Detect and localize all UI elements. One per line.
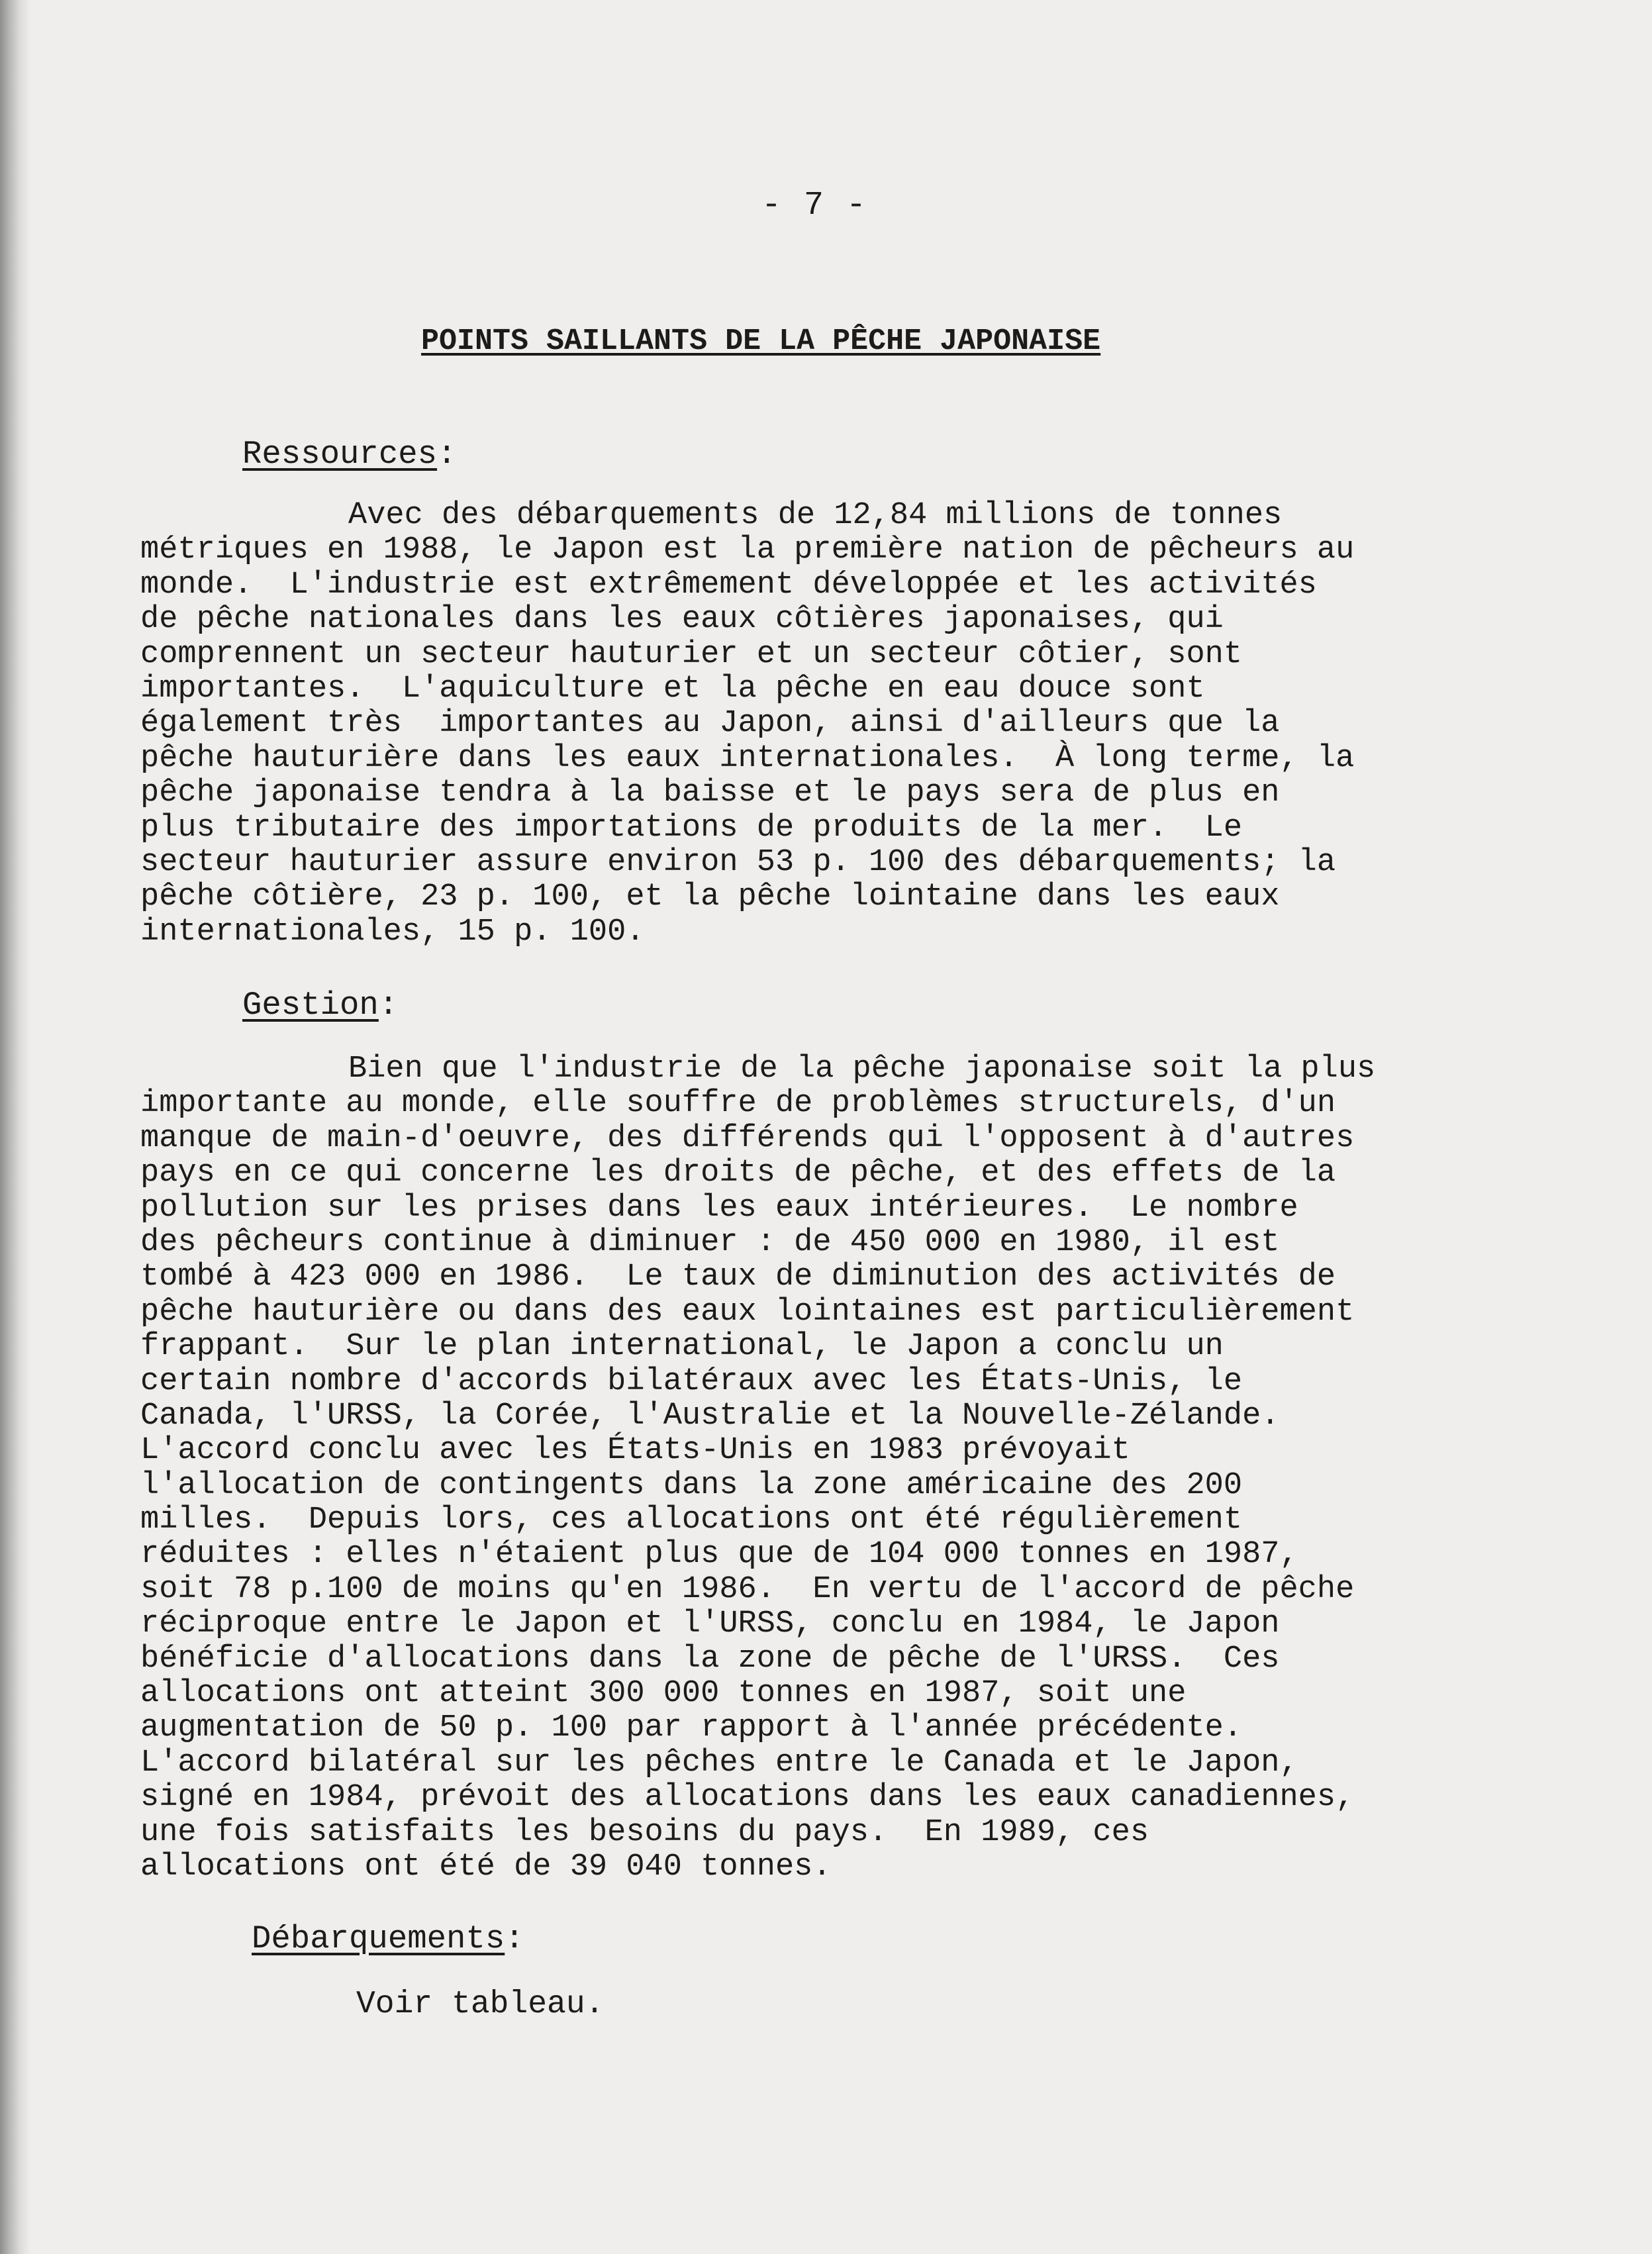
text-line: secteur hauturier assure environ 53 p. 100 des débarquements; la	[140, 844, 1336, 880]
text-line: allocations ont été de 39 040 tonnes.	[140, 1849, 832, 1885]
section-heading-label: Ressources	[242, 436, 438, 473]
section-heading-debarquements	[252, 1920, 524, 1957]
text-line: Bien que l'industrie de la pêche japonaise soit la plus	[348, 1052, 1376, 1087]
section-heading-ressources	[242, 436, 456, 473]
text-line: l'allocation de contingents dans la zone américaine des 200	[140, 1467, 1243, 1503]
section-heading-label: Débarquements	[252, 1920, 505, 1957]
text-line: L'accord bilatéral sur les pêches entre le Canada et le Japon,	[140, 1745, 1298, 1781]
text-line: réciproque entre le Japon et l'URSS, conclu en 1984, le Japon	[140, 1606, 1280, 1642]
text-line: comprennent un secteur hauturier et un secteur côtier, sont	[140, 636, 1243, 672]
closing-note: Voir tableau.	[356, 1986, 605, 2022]
heading-colon: :	[378, 987, 399, 1024]
paragraph-gestion	[140, 1052, 1518, 1885]
text-line: L'accord conclu avec les États-Unis en 1983 prévoyait	[140, 1433, 1130, 1469]
text-line: importantes. L'aquiculture et la pêche en eau douce sont	[140, 671, 1205, 707]
text-line: pêche japonaise tendra à la baisse et le pays sera de plus en	[140, 775, 1280, 811]
text-line: pays en ce qui concerne les droits de pêche, et des effets de la	[140, 1155, 1336, 1191]
text-line: manque de main-d'oeuvre, des différends qui l'opposent à d'autres	[140, 1120, 1355, 1156]
text-line: certain nombre d'accords bilatéraux avec les États-Unis, le	[140, 1363, 1243, 1399]
text-line: métriques en 1988, le Japon est la première nation de pêcheurs au	[140, 532, 1355, 568]
text-line: pollution sur les prises dans les eaux intérieures. Le nombre	[140, 1190, 1298, 1226]
text-line: Avec des débarquements de 12,84 millions de tonnes	[348, 498, 1283, 533]
text-line: plus tributaire des importations de produits de la mer. Le	[140, 810, 1243, 846]
heading-colon: :	[437, 436, 457, 473]
document-title: POINTS SAILLANTS DE LA PÊCHE JAPONAISE	[421, 324, 1101, 358]
page-number: - 7 -	[761, 187, 868, 224]
scan-binding-edge	[0, 0, 30, 2254]
text-line: soit 78 p.100 de moins qu'en 1986. En vertu de l'accord de pêche	[140, 1571, 1355, 1607]
text-line: pêche hauturière dans les eaux internationales. À long terme, la	[140, 740, 1355, 776]
text-line: monde. L'industrie est extrêmement développée et les activités	[140, 567, 1317, 603]
paragraph-ressources	[140, 499, 1518, 950]
text-line: Canada, l'URSS, la Corée, l'Australie et la Nouvelle-Zélande.	[140, 1398, 1280, 1434]
text-line: tombé à 423 000 en 1986. Le taux de diminution des activités de	[140, 1259, 1336, 1295]
text-line: réduites : elles n'étaient plus que de 104 000 tonnes en 1987,	[140, 1537, 1298, 1573]
text-line: importante au monde, elle souffre de problèmes structurels, d'un	[140, 1086, 1336, 1122]
section-heading-gestion	[242, 987, 398, 1024]
text-line: internationales, 15 p. 100.	[140, 914, 645, 950]
text-line: une fois satisfaits les besoins du pays. En 1989, ces	[140, 1814, 1149, 1850]
text-line: des pêcheurs continue à diminuer : de 450 000 en 1980, il est	[140, 1224, 1280, 1260]
text-line: signé en 1984, prévoit des allocations dans les eaux canadiennes,	[140, 1780, 1355, 1816]
text-line: de pêche nationales dans les eaux côtières japonaises, qui	[140, 602, 1224, 638]
text-line: augmentation de 50 p. 100 par rapport à l'année précédente.	[140, 1710, 1243, 1746]
text-line: allocations ont atteint 300 000 tonnes en 1987, soit une	[140, 1676, 1187, 1712]
text-line: frappant. Sur le plan international, le Japon a conclu un	[140, 1329, 1224, 1365]
text-line: bénéficie d'allocations dans la zone de pêche de l'URSS. Ces	[140, 1641, 1280, 1677]
text-line: également très importantes au Japon, ainsi d'ailleurs que la	[140, 706, 1280, 742]
text-line: pêche hauturière ou dans des eaux lointaines est particulièrement	[140, 1294, 1355, 1330]
text-line: milles. Depuis lors, ces allocations ont été régulièrement	[140, 1502, 1243, 1538]
heading-colon: :	[505, 1920, 524, 1957]
text-line: pêche côtière, 23 p. 100, et la pêche lointaine dans les eaux	[140, 879, 1280, 915]
section-heading-label: Gestion	[242, 987, 379, 1024]
